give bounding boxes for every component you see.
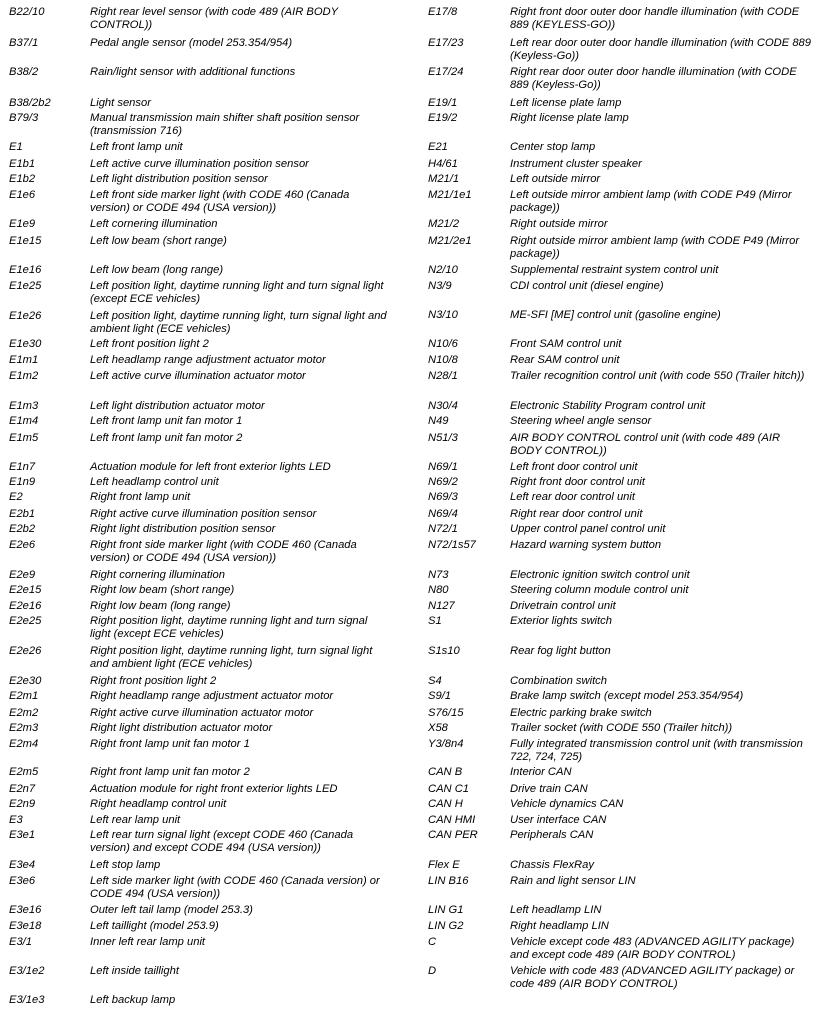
legend-entry (0, 584, 410, 597)
legend-entry (0, 112, 410, 138)
component-description: Right front position light 2 (90, 675, 217, 687)
component-description: Drivetrain control unit (510, 600, 616, 612)
legend-entry (420, 965, 820, 991)
component-description: Light sensor (90, 97, 151, 109)
legend-entry (420, 66, 820, 92)
component-code: E2e16 (9, 600, 42, 612)
component-code: E1m1 (9, 354, 39, 366)
component-description: Chassis FlexRay (510, 859, 594, 871)
legend-entry (0, 415, 410, 428)
legend-entry (0, 461, 410, 474)
component-code: E17/24 (428, 66, 464, 78)
component-code: E1b1 (9, 158, 36, 170)
component-code: S1s10 (428, 645, 460, 657)
legend-entry (420, 600, 820, 613)
component-code: B37/1 (9, 37, 39, 49)
component-code: E2m5 (9, 766, 39, 778)
component-code: S76/15 (428, 707, 464, 719)
component-description: Actuation module for left front exterior lights LED (90, 461, 331, 473)
component-code: E2b1 (9, 508, 36, 520)
component-description: Right active curve illumination actuator motor (90, 707, 314, 719)
component-code: H4/61 (428, 158, 458, 170)
component-description: Electronic Stability Program control unit (510, 400, 706, 412)
component-description: Upper control panel control unit (510, 523, 666, 535)
component-description: Fully integrated transmission control unit (with transmission 722, 724, 725) (510, 738, 803, 763)
legend-entry (0, 615, 410, 641)
legend-entry (420, 829, 820, 842)
legend-entry (420, 235, 820, 261)
component-description: Peripherals CAN (510, 829, 594, 841)
component-description: Right position light, daytime running light, turn signal light and ambient light (ECE vehicles) (90, 645, 373, 670)
component-code: E19/1 (428, 97, 458, 109)
component-code: E19/2 (428, 112, 458, 124)
legend-entry (0, 783, 410, 796)
component-description: Left low beam (short range) (90, 235, 227, 247)
component-description: Pedal angle sensor (model 253.354/954) (90, 37, 293, 49)
legend-entry (0, 97, 410, 110)
component-code: M21/2e1 (428, 235, 472, 247)
legend-entry (420, 707, 820, 720)
legend-entry (420, 218, 820, 231)
component-description: Drive train CAN (510, 783, 588, 795)
legend-entry (420, 432, 820, 458)
component-description: Right front door control unit (510, 476, 645, 488)
component-description: Left front door control unit (510, 461, 638, 473)
legend-entry (0, 645, 410, 671)
component-code: E1e16 (9, 264, 42, 276)
component-description: Left backup lamp (90, 994, 176, 1006)
component-description: Rear fog light button (510, 645, 611, 657)
component-description: Vehicle dynamics CAN (510, 798, 624, 810)
legend-entry (0, 798, 410, 811)
component-description: Rear SAM control unit (510, 354, 620, 366)
legend-entry (0, 37, 410, 50)
component-code: CAN PER (428, 829, 478, 841)
component-description: Right front side marker light (with CODE 460 (Canada version) or CODE 494 (USA version)) (90, 539, 357, 564)
legend-entry (420, 141, 820, 154)
component-code: N72/1s57 (428, 539, 476, 551)
legend-entry (420, 370, 820, 383)
legend-entry (420, 814, 820, 827)
component-code: E2n7 (9, 783, 36, 795)
component-description: Right outside mirror (510, 218, 608, 230)
component-code: E2e9 (9, 569, 36, 581)
legend-entry (0, 173, 410, 186)
component-description: Left active curve illumination position sensor (90, 158, 309, 170)
component-description: Combination switch (510, 675, 608, 687)
component-description: Trailer recognition control unit (with code 550 (Trailer hitch)) (510, 370, 805, 382)
component-description: Front SAM control unit (510, 338, 622, 350)
legend-entry (0, 354, 410, 367)
legend-entry (0, 859, 410, 872)
component-description: Left stop lamp (90, 859, 161, 871)
legend-entry (0, 400, 410, 413)
legend-entry (420, 738, 820, 764)
component-code: E1e26 (9, 310, 42, 322)
component-code: M21/2 (428, 218, 460, 230)
component-description: Right front lamp unit fan motor 2 (90, 766, 250, 778)
component-code: E2b2 (9, 523, 36, 535)
legend-entry (0, 189, 410, 215)
legend-entry (0, 264, 410, 277)
legend-entry (420, 523, 820, 536)
legend-entry (420, 309, 820, 322)
component-code: S1 (428, 615, 442, 627)
component-description: AIR BODY CONTROL control unit (with code 489 (AIR BODY CONTROL)) (510, 432, 781, 457)
component-description: Left cornering illumination (90, 218, 218, 230)
component-code: B22/10 (9, 6, 45, 18)
component-code: E2e25 (9, 615, 42, 627)
component-code: E3/1e3 (9, 994, 45, 1006)
component-code: E1e30 (9, 338, 42, 350)
component-description: User interface CAN (510, 814, 607, 826)
component-description: Right rear level sensor (with code 489 (AIR BODY CONTROL)) (90, 6, 338, 31)
component-code: E1m2 (9, 370, 39, 382)
component-code: E1e9 (9, 218, 36, 230)
component-description: Left rear turn signal light (except CODE 460 (Canada version) and except CODE 494 (USA version)) (90, 829, 354, 854)
legend-entry (420, 875, 820, 888)
component-code: E1b2 (9, 173, 36, 185)
component-code: E2e26 (9, 645, 42, 657)
component-description: Right front lamp unit (90, 491, 191, 503)
legend-entry (0, 690, 410, 703)
legend-entry (420, 354, 820, 367)
legend-entry (0, 158, 410, 171)
component-code: E1e6 (9, 189, 36, 201)
component-description: Right front door outer door handle illumination (with CODE 889 (KEYLESS-GO)) (510, 6, 800, 31)
component-description: Right position light, daytime running light and turn signal light (except ECE vehicles) (90, 615, 368, 640)
component-code: S4 (428, 675, 442, 687)
legend-entry (0, 338, 410, 351)
legend-entry (420, 539, 820, 552)
component-code: N69/4 (428, 508, 458, 520)
component-code: M21/1e1 (428, 189, 472, 201)
component-code: E1m3 (9, 400, 39, 412)
component-code: E2e30 (9, 675, 42, 687)
component-code: N10/8 (428, 354, 458, 366)
component-code: E2m2 (9, 707, 39, 719)
legend-entry (0, 965, 410, 978)
legend-entry (0, 707, 410, 720)
component-code: N69/2 (428, 476, 458, 488)
component-description: Vehicle except code 483 (ADVANCED AGILITY package) and except code 489 (AIR BODY CONTROL) (510, 936, 795, 961)
component-description: Hazard warning system button (510, 539, 662, 551)
component-description: Left license plate lamp (510, 97, 622, 109)
legend-entry (0, 814, 410, 827)
component-description: Outer left tail lamp (model 253.3) (90, 904, 253, 916)
legend-entry (0, 476, 410, 489)
legend-entry (0, 508, 410, 521)
component-description: Right license plate lamp (510, 112, 629, 124)
component-description: Steering wheel angle sensor (510, 415, 652, 427)
legend-entry (420, 6, 820, 32)
component-description: Left active curve illumination actuator motor (90, 370, 306, 382)
component-description: Manual transmission main shifter shaft position sensor (transmission 716) (90, 112, 360, 137)
component-description: Left front lamp unit fan motor 2 (90, 432, 243, 444)
component-code: CAN HMI (428, 814, 476, 826)
component-code: E2e6 (9, 539, 36, 551)
component-description: Left taillight (model 253.9) (90, 920, 219, 932)
component-description: Left front lamp unit (90, 141, 183, 153)
component-description: Left front side marker light (with CODE 460 (Canada version) or CODE 494 (USA version)) (90, 189, 350, 214)
component-description: Supplemental restraint system control unit (510, 264, 719, 276)
component-description: Left headlamp control unit (90, 476, 219, 488)
legend-entry (420, 690, 820, 703)
component-description: Right outside mirror ambient lamp (with CODE P49 (Mirror package)) (510, 235, 800, 260)
legend-entry (420, 173, 820, 186)
component-description: Right rear door outer door handle illumination (with CODE 889 (Keyless-Go)) (510, 66, 797, 91)
component-description: Left rear door control unit (510, 491, 635, 503)
component-description: Right low beam (short range) (90, 584, 235, 596)
component-code: X58 (428, 722, 448, 734)
component-description: Right cornering illumination (90, 569, 225, 581)
legend-entry (420, 859, 820, 872)
component-code: E3 (9, 814, 23, 826)
component-description: Right headlamp LIN (510, 920, 609, 932)
component-code: M21/1 (428, 173, 460, 185)
component-description: Electronic ignition switch control unit (510, 569, 690, 581)
component-code: E2e15 (9, 584, 42, 596)
component-code: LIN G2 (428, 920, 464, 932)
component-description: Interior CAN (510, 766, 572, 778)
legend-entry (0, 66, 410, 79)
component-description: Rain and light sensor LIN (510, 875, 636, 887)
legend-entry (420, 264, 820, 277)
component-code: E3/1e2 (9, 965, 45, 977)
legend-entry (0, 994, 410, 1007)
component-code: B38/2 (9, 66, 39, 78)
legend-entry (420, 476, 820, 489)
component-description: Left low beam (long range) (90, 264, 224, 276)
component-code: E3e16 (9, 904, 42, 916)
legend-entry (420, 783, 820, 796)
legend-entry (0, 6, 410, 32)
legend-entry (0, 523, 410, 536)
component-code: E3e1 (9, 829, 36, 841)
component-code: N3/9 (428, 280, 452, 292)
component-code: E2m3 (9, 722, 39, 734)
component-code: CAN C1 (428, 783, 470, 795)
legend-entry (420, 798, 820, 811)
legend-entry (420, 904, 820, 917)
legend-entry (0, 569, 410, 582)
component-description: Left front position light 2 (90, 338, 209, 350)
component-code: E3e18 (9, 920, 42, 932)
component-code: E1n9 (9, 476, 36, 488)
component-description: Right rear door control unit (510, 508, 643, 520)
legend-entry (0, 370, 410, 383)
legend-entry (420, 158, 820, 171)
component-code: N69/3 (428, 491, 458, 503)
component-code: B38/2b2 (9, 97, 51, 109)
component-code: D (428, 965, 437, 977)
legend-entry (0, 539, 410, 565)
legend-entry (0, 875, 410, 901)
component-code: E2n9 (9, 798, 36, 810)
component-code: E1 (9, 141, 23, 153)
component-code: N69/1 (428, 461, 458, 473)
component-code: E1e15 (9, 235, 42, 247)
legend-entry (0, 432, 410, 445)
legend-entry (0, 235, 410, 248)
component-code: N28/1 (428, 370, 458, 382)
legend-entry (420, 280, 820, 293)
component-description: Rain/light sensor with additional functions (90, 66, 296, 78)
component-code: E17/8 (428, 6, 458, 18)
component-code: E1m4 (9, 415, 39, 427)
component-code: E1e25 (9, 280, 42, 292)
component-description: Right active curve illumination position sensor (90, 508, 317, 520)
legend-entry (420, 189, 820, 215)
legend-entry (420, 508, 820, 521)
component-description: CDI control unit (diesel engine) (510, 280, 664, 292)
component-code: E1n7 (9, 461, 36, 473)
legend-entry (0, 738, 410, 751)
legend-entry (420, 400, 820, 413)
legend-entry (0, 310, 410, 336)
component-code: E3e4 (9, 859, 36, 871)
component-code: B79/3 (9, 112, 39, 124)
component-description: Right headlamp control unit (90, 798, 227, 810)
component-description: Left inside taillight (90, 965, 179, 977)
component-description: Inner left rear lamp unit (90, 936, 206, 948)
component-description: Center stop lamp (510, 141, 596, 153)
legend-entry (420, 920, 820, 933)
component-description: Right light distribution actuator motor (90, 722, 273, 734)
component-code: E2m4 (9, 738, 39, 750)
component-description: Right front lamp unit fan motor 1 (90, 738, 250, 750)
legend-entry (420, 112, 820, 125)
component-code: LIN B16 (428, 875, 469, 887)
legend-entry (420, 338, 820, 351)
component-code: E2m1 (9, 690, 39, 702)
legend-entry (420, 569, 820, 582)
legend-entry (420, 415, 820, 428)
component-code: E2 (9, 491, 23, 503)
component-description: Right low beam (long range) (90, 600, 231, 612)
component-description: Brake lamp switch (except model 253.354/954) (510, 690, 744, 702)
legend-entry (420, 584, 820, 597)
legend-entry (0, 600, 410, 613)
component-code: N49 (428, 415, 449, 427)
component-code: N72/1 (428, 523, 458, 535)
component-code: N10/6 (428, 338, 458, 350)
component-description: Left position light, daytime running light and turn signal light (except ECE vehicles) (90, 280, 384, 305)
component-code: LIN G1 (428, 904, 464, 916)
component-description: Left outside mirror ambient lamp (with CODE P49 (Mirror package)) (510, 189, 792, 214)
component-description: Left position light, daytime running light, turn signal light and ambient light (ECE vehicles) (90, 310, 387, 335)
component-code: E3/1 (9, 936, 33, 948)
legend-entry (0, 675, 410, 688)
legend-entry (420, 675, 820, 688)
component-code: N127 (428, 600, 455, 612)
component-code: N3/10 (428, 309, 458, 321)
legend-entry (0, 829, 410, 855)
component-code: N51/3 (428, 432, 458, 444)
component-description: Left front lamp unit fan motor 1 (90, 415, 243, 427)
component-code: E3e6 (9, 875, 36, 887)
legend-entry (0, 722, 410, 735)
component-description: Trailer socket (with CODE 550 (Trailer hitch)) (510, 722, 733, 734)
component-description: Vehicle with code 483 (ADVANCED AGILITY package) or code 489 (AIR BODY CONTROL) (510, 965, 795, 990)
component-code: CAN B (428, 766, 463, 778)
legend-entry (0, 141, 410, 154)
legend-entry (420, 645, 820, 658)
component-description: Left light distribution actuator motor (90, 400, 265, 412)
legend-entry (0, 491, 410, 504)
legend-entry (420, 37, 820, 63)
component-code: N30/4 (428, 400, 458, 412)
legend-entry (420, 97, 820, 110)
component-code: N2/10 (428, 264, 458, 276)
legend-entry (0, 920, 410, 933)
legend-entry (0, 218, 410, 231)
component-description: Left side marker light (with CODE 460 (Canada version) or CODE 494 (USA version)) (90, 875, 380, 900)
component-description: Right headlamp range adjustment actuator motor (90, 690, 334, 702)
component-code: N73 (428, 569, 449, 581)
component-description: Right light distribution position sensor (90, 523, 276, 535)
component-description: Electric parking brake switch (510, 707, 652, 719)
legend-entry (420, 722, 820, 735)
component-description: Left light distribution position sensor (90, 173, 268, 185)
component-description: Exterior lights switch (510, 615, 612, 627)
component-code: S9/1 (428, 690, 452, 702)
component-code: E21 (428, 141, 448, 153)
component-code: N80 (428, 584, 449, 596)
legend-entry (0, 766, 410, 779)
component-description: Left headlamp range adjustment actuator motor (90, 354, 326, 366)
legend-entry (0, 904, 410, 917)
legend-entry (0, 936, 410, 949)
component-code: CAN H (428, 798, 463, 810)
legend-entry (0, 280, 410, 306)
component-code: E17/23 (428, 37, 464, 49)
component-description: Actuation module for right front exterior lights LED (90, 783, 338, 795)
legend-entry (420, 491, 820, 504)
component-description: ME-SFI [ME] control unit (gasoline engine) (510, 309, 721, 321)
component-code: Flex E (428, 859, 460, 871)
legend-entry (420, 615, 820, 628)
component-description: Left outside mirror (510, 173, 601, 185)
component-code: E1m5 (9, 432, 39, 444)
legend-entry (420, 936, 820, 962)
component-description: Left rear door outer door handle illumination (with CODE 889 (Keyless-Go)) (510, 37, 811, 62)
component-code: Y3/8n4 (428, 738, 464, 750)
legend-entry (420, 461, 820, 474)
component-description: Steering column module control unit (510, 584, 689, 596)
legend-entry (420, 766, 820, 779)
component-description: Left rear lamp unit (90, 814, 181, 826)
component-description: Left headlamp LIN (510, 904, 602, 916)
component-code: C (428, 936, 437, 948)
component-description: Instrument cluster speaker (510, 158, 642, 170)
